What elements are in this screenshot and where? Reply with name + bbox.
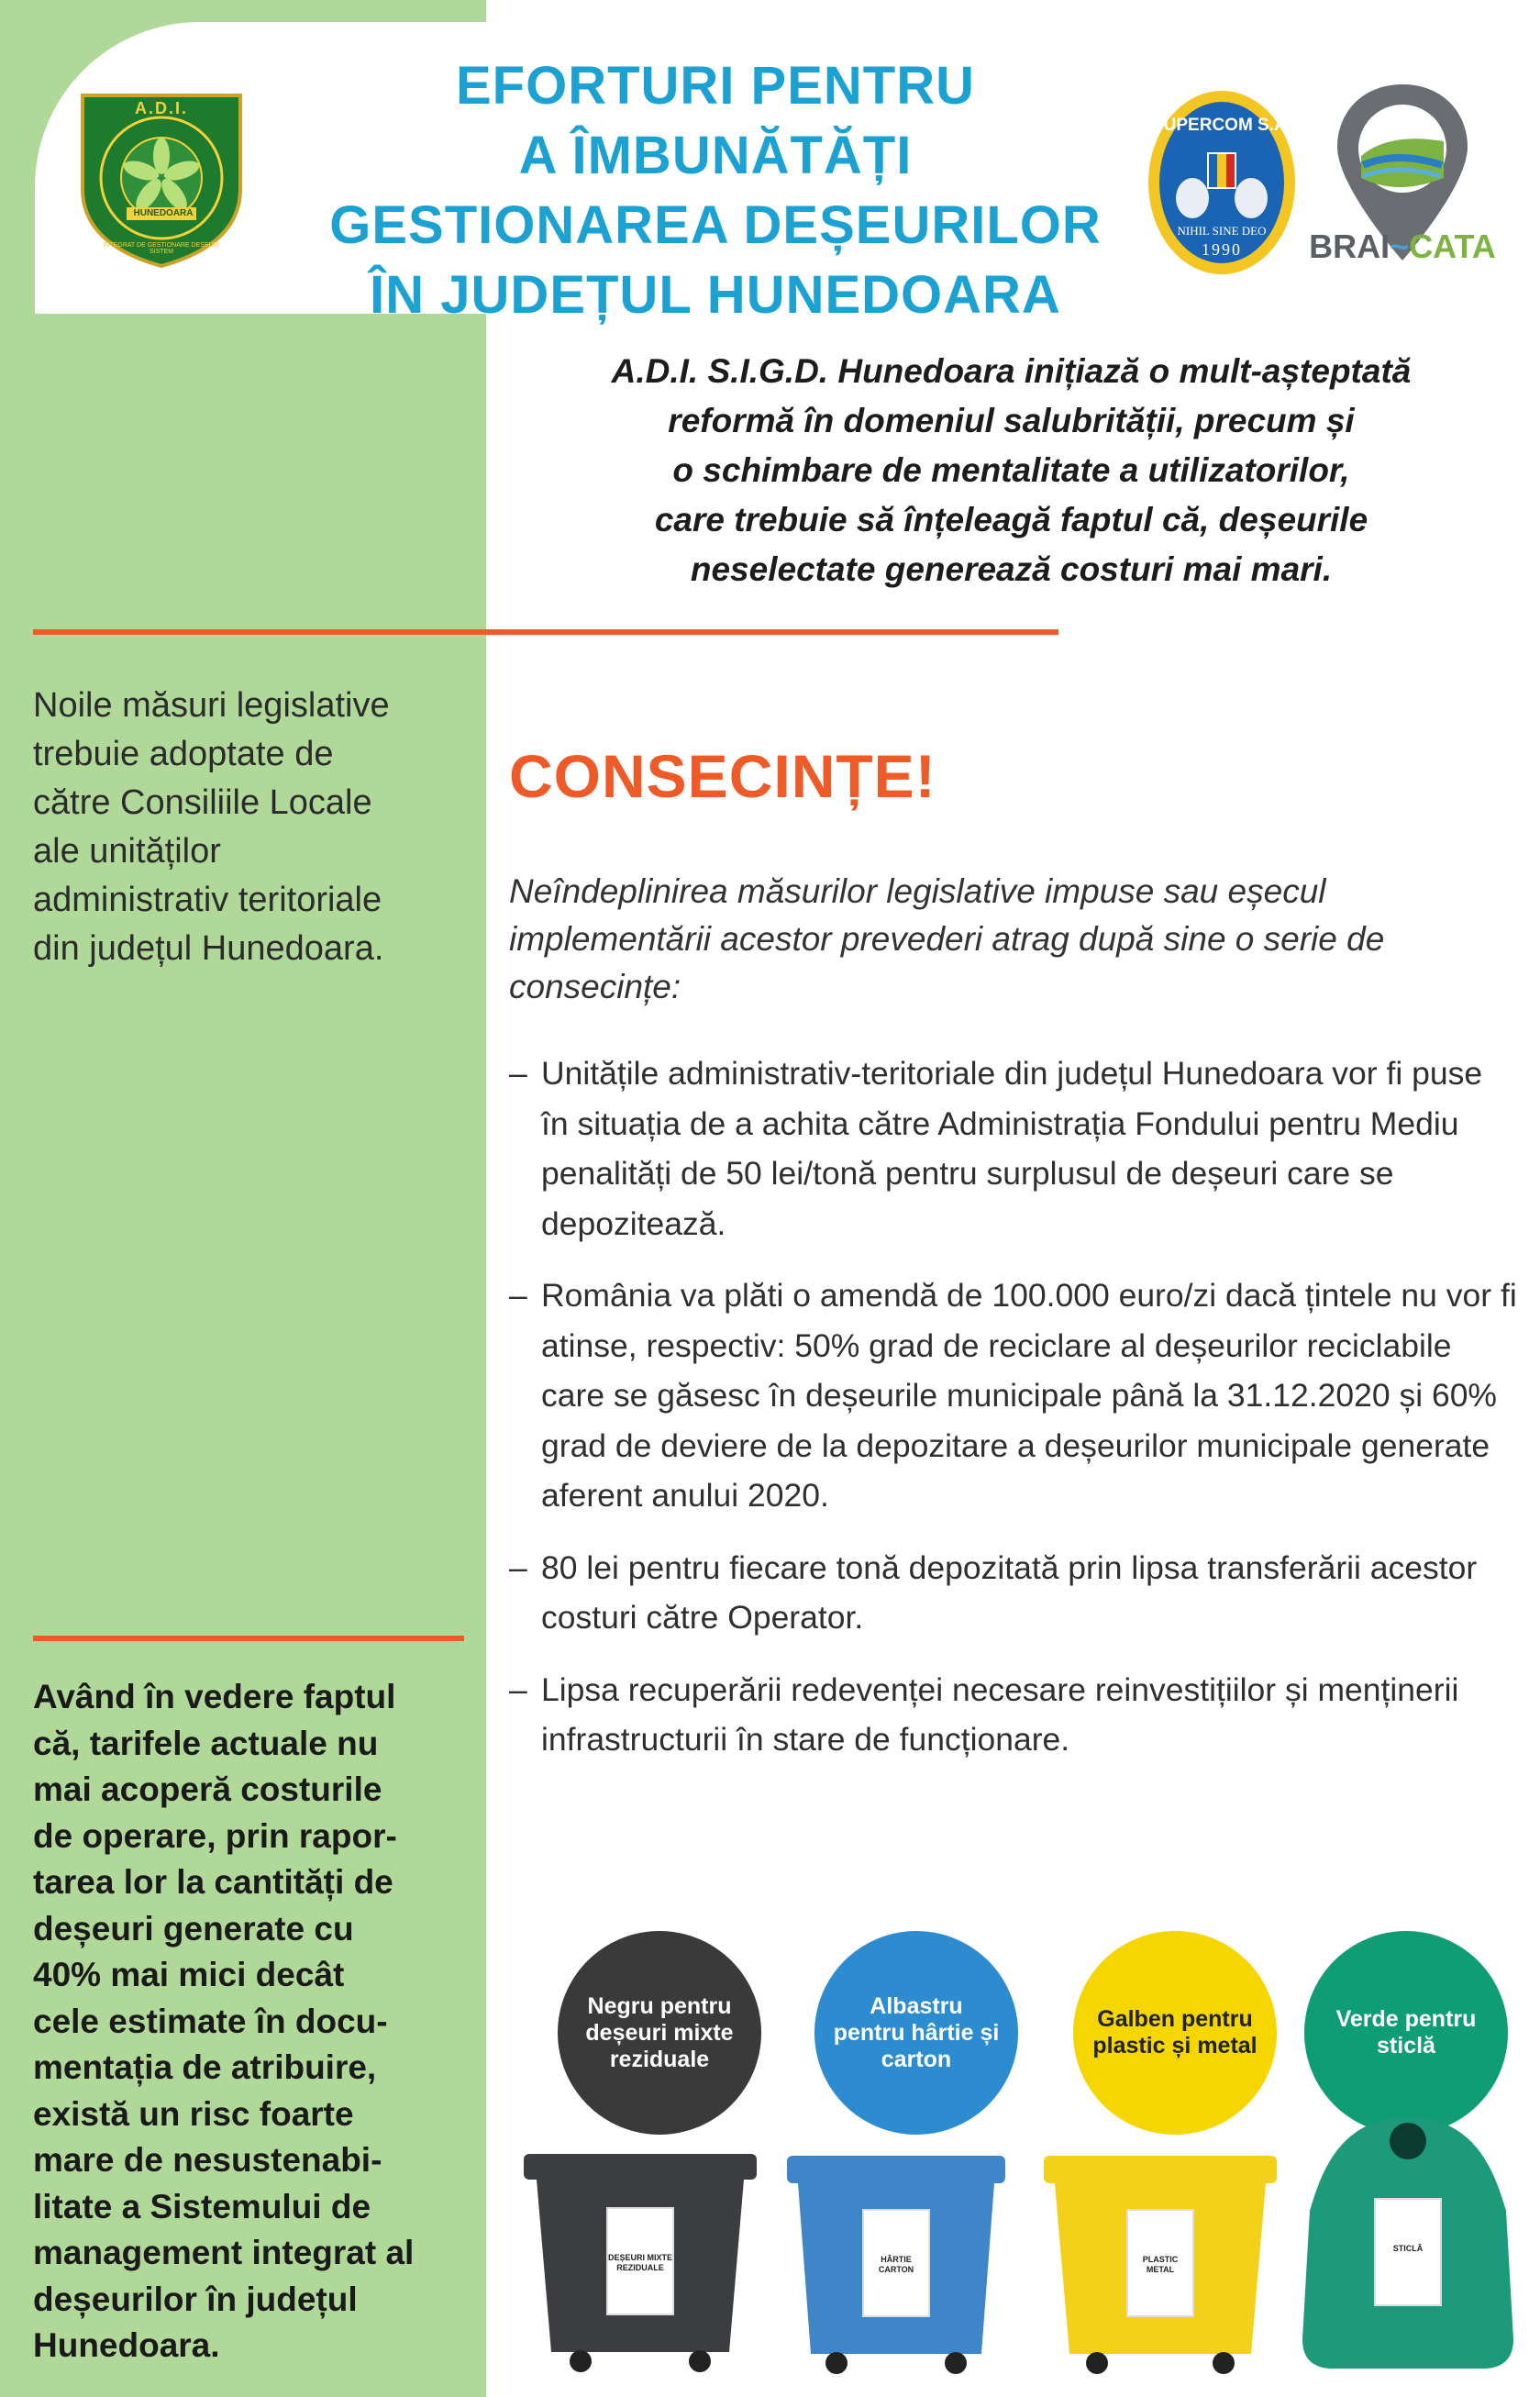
consequences-intro: Neîndeplinirea măsurilor legislative impuse sau eșecul implementării acestor prevederi atrag după sine o serie de consecințe: bbox=[509, 872, 1385, 1005]
supercom-logo-motto: NIHIL SINE DEO bbox=[1177, 224, 1267, 238]
side-warning-line: cele estimate în docu- bbox=[33, 2002, 388, 2040]
side-warning-line: mare de nesustenabi- bbox=[33, 2141, 382, 2179]
adi-logo bbox=[75, 88, 248, 274]
side-warning bbox=[33, 1674, 469, 2369]
braicata-logo bbox=[1306, 77, 1499, 288]
title-line-4: ÎN JUDEȚUL HUNEDOARA bbox=[370, 265, 1061, 325]
intro-line: care trebuie să înțeleagă faptul că, deșeurile bbox=[654, 501, 1368, 538]
dash-marker: – bbox=[509, 1548, 527, 1586]
consequences-heading: CONSECINȚE! bbox=[509, 742, 936, 810]
side-warning-line: există un risc foarte bbox=[33, 2094, 354, 2133]
intro-paragraph bbox=[495, 347, 1527, 594]
list-item bbox=[509, 1543, 1518, 1643]
wave-icon: ~ bbox=[1390, 227, 1410, 265]
side-warning-line: Având în vedere faptul bbox=[33, 1678, 396, 1715]
braicata-logo-text-left: BRAI bbox=[1309, 227, 1390, 265]
dash-marker: – bbox=[509, 1670, 527, 1708]
list-item bbox=[509, 1049, 1518, 1248]
circle-green-text: Verde pentru sticlă bbox=[1335, 2006, 1477, 2059]
bin-green bbox=[1293, 2110, 1523, 2376]
supercom-logo-year: 1990 bbox=[1202, 240, 1242, 259]
list-item-text: 80 lei pentru fiecare tonă depozitată prin lipsa transferării acestor costuri către Operator. bbox=[541, 1548, 1478, 1636]
side-note bbox=[33, 682, 464, 973]
side-note-line: din județul Hunedoara. bbox=[33, 929, 384, 968]
title-line-2: A ÎMBUNĂTĂȚI bbox=[518, 126, 913, 185]
dash-marker: – bbox=[509, 1055, 527, 1092]
title-line-3: GESTIONAREA DEȘEURILOR bbox=[329, 195, 1102, 255]
bin-yellow bbox=[1036, 2148, 1284, 2374]
circle-green bbox=[1304, 1931, 1508, 2135]
side-warning-line: management integrat al bbox=[33, 2234, 415, 2271]
bin-blue bbox=[781, 2148, 1011, 2374]
supercom-logo bbox=[1145, 88, 1299, 277]
side-warning-line: tarea lor la cantități de bbox=[33, 1863, 393, 1901]
bin-blue-label: HÂRTIE CARTON bbox=[862, 2209, 930, 2317]
list-item-text: România va plăti o amendă de 100.000 euro/zi dacă țintele nu vor fi atinse, respectiv: 50% grad de reciclare al deșeurilor reciclabile care se găsesc în deșeurile municipale până la 31.12.2020 și 60% grad de deviere de la depozitare a deșeurilor municipale generate aferent anului 2020. bbox=[541, 1277, 1517, 1514]
side-warning-line: 40% mai mici decât bbox=[33, 1956, 345, 1993]
bin-black bbox=[516, 2145, 764, 2374]
side-warning-line: litate a Sistemului de bbox=[33, 2187, 371, 2225]
side-note-line: Noile măsuri legislative bbox=[33, 686, 390, 725]
side-warning-line: mentația de atribuire, bbox=[33, 2048, 377, 2086]
side-warning-line: mai acoperă costurile bbox=[33, 1770, 382, 1808]
page-title bbox=[248, 51, 1183, 330]
list-item bbox=[509, 1271, 1518, 1521]
list-item bbox=[509, 1665, 1518, 1765]
circle-black bbox=[558, 1931, 761, 2135]
side-note-line: administrativ teritoriale bbox=[33, 881, 382, 919]
title-line-1: EFORTURI PENTRU bbox=[456, 56, 975, 116]
side-note-line: trebuie adoptate de bbox=[33, 735, 334, 773]
adi-logo-title: A.D.I. bbox=[134, 99, 188, 117]
braicata-logo-text-right: CATA bbox=[1409, 227, 1496, 265]
divider-top bbox=[33, 629, 1058, 635]
circle-black-text: Negru pentru deșeuri mixte reziduale bbox=[585, 1992, 734, 2072]
dash-marker: – bbox=[509, 1277, 527, 1314]
side-warning-line: deșeurilor în județul bbox=[33, 2280, 358, 2318]
side-warning-line: Hunedoara. bbox=[33, 2326, 220, 2364]
bin-black-label: DEȘEURI MIXTE REZIDUALE bbox=[606, 2207, 674, 2315]
circle-blue bbox=[814, 1931, 1018, 2135]
side-warning-line: că, tarifele actuale nu bbox=[33, 1724, 379, 1762]
side-note-line: ale unităților bbox=[33, 832, 221, 871]
intro-line: A.D.I. S.I.G.D. Hunedoara inițiază o mult-așteptată bbox=[611, 352, 1412, 390]
side-note-line: către Consiliile Locale bbox=[33, 783, 372, 822]
side-warning-line: de operare, prin rapor- bbox=[33, 1816, 397, 1855]
circle-yellow-text: Galben pentru plastic și metal bbox=[1092, 2006, 1257, 2059]
intro-line: reformă în domeniul salubrității, precum și bbox=[668, 402, 1355, 439]
circle-yellow bbox=[1073, 1931, 1277, 2135]
divider-side bbox=[33, 1636, 464, 1641]
circle-blue-text: Albastru pentru hârtie și carton bbox=[833, 1992, 1000, 2072]
intro-line: neselectate generează costuri mai mari. bbox=[690, 550, 1333, 588]
adi-logo-center: HUNEDOARA bbox=[133, 208, 194, 218]
adi-logo-ring: INTEGRAT DE GESTIONARE DEȘEURI SISTEM bbox=[103, 242, 220, 255]
intro-line: o schimbare de mentalitate a utilizatorilor, bbox=[672, 451, 1350, 489]
bin-yellow-label: PLASTIC METAL bbox=[1126, 2209, 1194, 2317]
side-warning-line: deșeuri generate cu bbox=[33, 1909, 354, 1948]
bin-green-label: STICLĂ bbox=[1374, 2198, 1442, 2306]
list-item-text: Unitățile administrativ-teritoriale din județul Hunedoara vor fi puse în situația de a achita către Administrația Fondului pentru Mediu penalități de 50 lei/tonă pentru surplusul de deșeuri care se depozitează. bbox=[541, 1055, 1483, 1242]
supercom-logo-name: SUPERCOM S.A. bbox=[1151, 116, 1292, 135]
braicata-logo-text bbox=[1306, 227, 1499, 266]
consequences-list bbox=[509, 1049, 1518, 1787]
list-item-text: Lipsa recuperării redevenței necesare reinvestițiilor și menținerii infrastructurii în stare de funcționare. bbox=[541, 1670, 1459, 1758]
